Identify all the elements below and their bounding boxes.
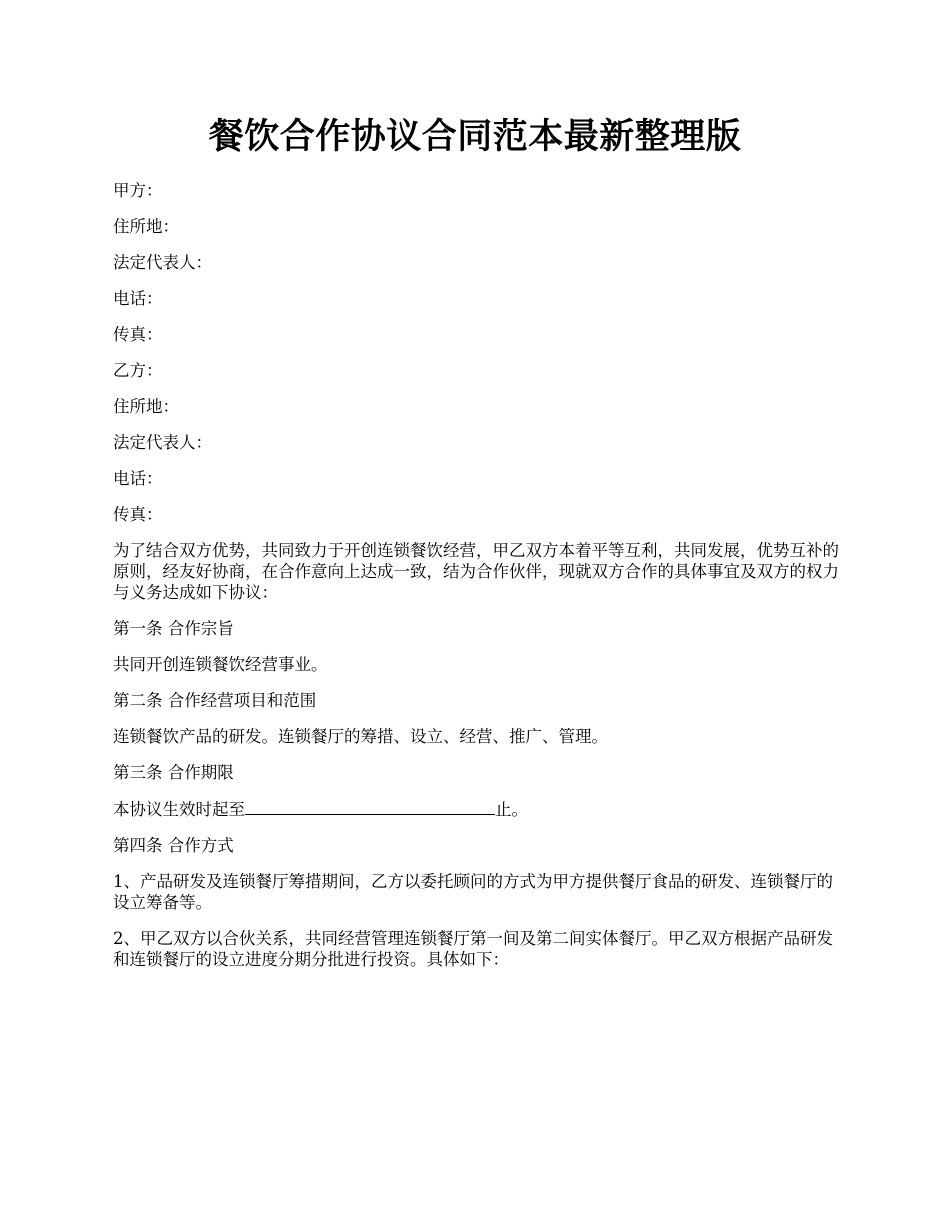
article-1-body: 共同开创连锁餐饮经营事业。 (113, 655, 328, 674)
party-b-rep-label: 法定代表人： (113, 433, 212, 452)
fill-in-blank-line (245, 798, 495, 815)
article-3-body-suffix: 止。 (495, 800, 528, 819)
party-b-label: 乙方： (113, 361, 163, 380)
party-a-address-label: 住所地： (113, 217, 179, 236)
party-b-address-label: 住所地： (113, 397, 179, 416)
party-a-rep-label: 法定代表人： (113, 253, 212, 272)
article-3-body (113, 798, 843, 820)
preamble-paragraph: 为了结合双方优势，共同致力于开创连锁餐饮经营，甲乙双方本着平等互利，共同发展，优势互补的原则，经友好协商，在合作意向上达成一致，结为合作伙伴，现就双方合作的具体事宜及双方的权力与义务达成如下协议： (113, 541, 839, 602)
article-3-heading: 第三条 合作期限 (113, 763, 234, 782)
article-3-body-prefix: 本协议生效时起至 (113, 800, 245, 819)
article-4-heading: 第四条 合作方式 (113, 836, 234, 855)
article-2-heading: 第二条 合作经营项目和范围 (113, 691, 317, 710)
document-title: 餐饮合作协议合同范本最新整理版 (208, 116, 742, 157)
article-4-item-2: 2、甲乙双方以合伙关系，共同经营管理连锁餐厅第一间及第二间实体餐厅。甲乙双方根据产品研发和连锁餐厅的设立进度分期分批进行投资。具体如下： (113, 929, 833, 969)
party-b-fax-label: 传真： (113, 505, 163, 524)
article-4-item-1: 1、产品研发及连锁餐厅筹措期间，乙方以委托顾问的方式为甲方提供餐厅食品的研发、连锁餐厅的设立筹备等。 (113, 872, 833, 912)
party-a-fax-label: 传真： (113, 325, 163, 344)
party-b-phone-label: 电话： (113, 469, 163, 488)
party-a-label: 甲方： (113, 181, 163, 200)
party-a-phone-label: 电话： (113, 289, 163, 308)
article-1-heading: 第一条 合作宗旨 (113, 619, 234, 638)
article-2-body: 连锁餐饮产品的研发。连锁餐厅的筹措、设立、经营、推广、管理。 (113, 727, 608, 746)
document-body (113, 180, 843, 985)
